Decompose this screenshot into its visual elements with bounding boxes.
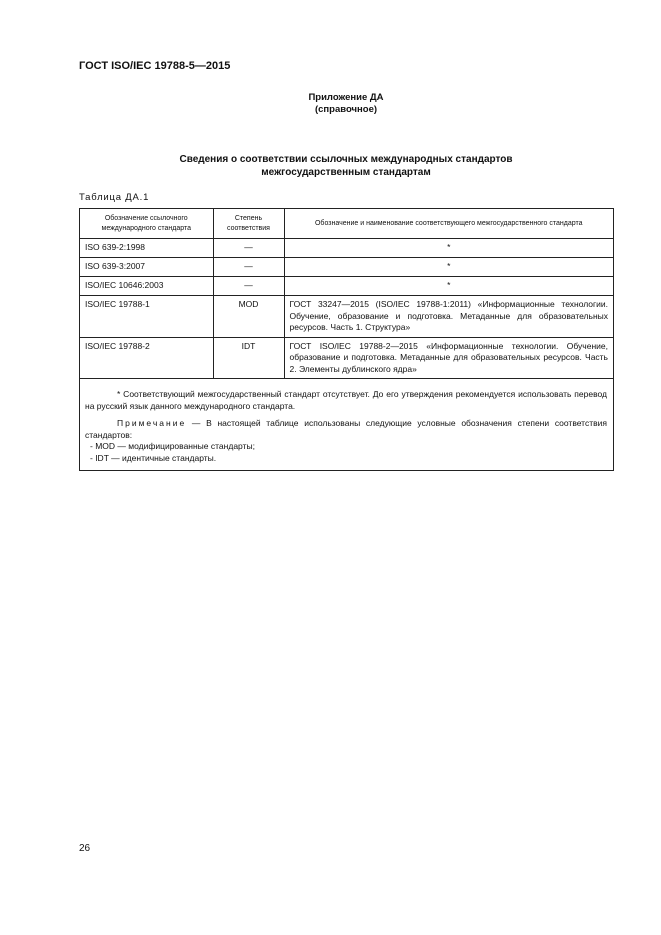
footnote: * Соответствующий межгосударственный стандарт отсутствует. До его утверждения рекомендуется использовать перевод на русский язык данного международного стандарта. [85, 389, 607, 411]
table-row [80, 296, 613, 338]
table-row [80, 258, 613, 277]
cell-degree: — [213, 258, 284, 277]
cell-reference: ISO 639-2:1998 [80, 239, 213, 258]
header-degree: Степень соответствия [213, 209, 284, 239]
appendix-subtitle: (справочное) [314, 104, 378, 115]
table-caption: Таблица ДА.1 [79, 192, 150, 203]
cell-national: * [284, 277, 613, 296]
cell-reference: ISO/IEC 19788-1 [80, 296, 213, 338]
appendix-title: Приложение ДА [308, 92, 384, 103]
cell-degree: IDT [213, 337, 284, 379]
cell-degree: — [213, 239, 284, 258]
section-title-line-2: межгосударственным стандартам [261, 167, 431, 178]
cell-reference: ISO 639-3:2007 [80, 258, 213, 277]
note-text: — В настоящей таблице использованы следующие условные обозначения степени соответствия стандартов: [85, 418, 607, 440]
section-title-line-1: Сведения о соответствии ссылочных международных стандартов [179, 154, 513, 165]
section-title [0, 153, 661, 179]
table-row [80, 277, 613, 296]
header-reference-standard: Обозначение ссылочного международного стандарта [80, 209, 213, 239]
appendix-heading [0, 92, 661, 116]
cell-reference: ISO/IEC 19788-2 [80, 337, 213, 379]
document-code-header: ГОСТ ISO/IEC 19788-5—2015 [79, 60, 231, 72]
note-label: Примечание [117, 418, 187, 428]
table-header-row [80, 209, 613, 239]
cell-reference: ISO/IEC 10646:2003 [80, 277, 213, 296]
table-row [80, 337, 613, 379]
header-national-standard: Обозначение и наименование соответствующего межгосударственного стандарта [284, 209, 613, 239]
table-notes [85, 389, 607, 464]
correspondence-table-frame [79, 208, 614, 471]
page-number: 26 [79, 843, 91, 854]
cell-national: ГОСТ 33247—2015 (ISO/IEC 19788-1:2011) «Информационные технологии. Обучение, образование и подготовка. Метаданные для образовательных ресурсов. Часть 1. Структура» [284, 296, 613, 338]
cell-national: ГОСТ ISO/IEC 19788-2—2015 «Информационные технологии. Обучение, образование и подготовка. Метаданные для образовательных ресурсов. Часть 2. Элементы дублинского ядра» [284, 337, 613, 379]
correspondence-table [80, 209, 613, 379]
cell-degree: — [213, 277, 284, 296]
note-paragraph [85, 418, 607, 441]
note-list-item: - MOD — модифицированные стандарты; [90, 441, 255, 451]
cell-national: * [284, 258, 613, 277]
cell-national: * [284, 239, 613, 258]
table-row [80, 239, 613, 258]
note-list-item: - IDT — идентичные стандарты. [90, 452, 217, 463]
cell-degree: MOD [213, 296, 284, 338]
